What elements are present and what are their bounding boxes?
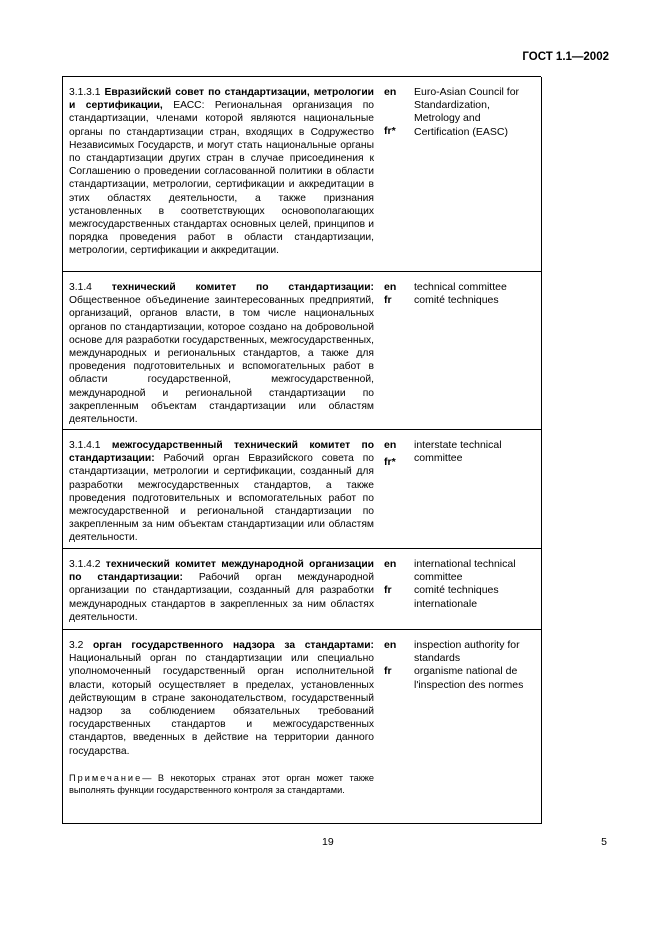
table-row — [63, 430, 541, 549]
lang-code: fr — [384, 665, 392, 678]
lang-code: fr — [384, 584, 392, 597]
equivalent-en: international technical committee — [414, 558, 516, 584]
term-title: Евразийский совет по стандартизации, метрологии и сертификации, — [69, 87, 374, 112]
term-definition — [69, 639, 374, 796]
term-definition — [69, 281, 374, 426]
term-text: Общественное объединение заинтересованных предприятий, организаций, органов власти, в том числе национальных органов по стандартизации, которое создано на добровольной основе для разработки государственных, межгосударственных, международных и региональных стандартов, а также для проведения подготовительных и вспомогательных работ в области государственной, межгосударственной, международной и региональной стандартизации по закрепленным объектам стандартизации или областям деятельности. — [69, 295, 374, 426]
term-number: 3.1.4 — [69, 282, 92, 293]
term-text: Рабочий орган Евразийского совета по стандартизации, метрологии и сертификации, созданный для разработки межгосударственных стандартов, а также проведения подготовительных и вспомогательных работ по межгосударственной и региональной стандартизации по закрепленным за ним объектам стандартизации или областям деятельности. — [69, 453, 374, 544]
foreign-equivalents — [414, 639, 536, 692]
equivalent-en: technical committee — [414, 281, 507, 293]
language-codes — [384, 558, 406, 597]
term-text: ЕАСС: Региональная организация по стандартизации, членами которой являются национальные органы по стандартизации стран, входящих в Содружество Независимых Государств, и могут стать национальные органы по стандартизации других стран в случае присоединения к Соглашению о проведении согласованной политики в области стандартизации, метрологии, сертификации и аккредитации в этих областях деятельности, а также признания установленных в соответствующих основополагающих межгосударственных стандартах основных целей, принципов и порядка проведения работ в области стандартизации, метрологии, сертификации и аккредитации. — [69, 100, 374, 257]
lang-code: en — [384, 558, 397, 570]
lang-code: en — [384, 439, 397, 451]
term-title: орган государственного надзора за стандартами: — [92, 640, 374, 651]
table-row — [63, 630, 541, 824]
lang-code: fr* — [384, 125, 396, 138]
term-title: технический комитет международной организации по стандартизации: — [69, 559, 374, 584]
equivalent-fr: organisme national de l'inspection des normes — [414, 665, 524, 691]
term-number: 3.1.4.1 — [69, 440, 101, 451]
table-row — [63, 549, 541, 630]
term-text: Рабочий орган международной организации по стандартизации, созданный для разработки международных стандартов в закрепленных за ним областях деятельности. — [69, 572, 374, 623]
foreign-equivalents — [414, 281, 536, 307]
equivalent-en: inspection authority for standards — [414, 639, 520, 665]
foreign-equivalents — [414, 558, 536, 611]
language-codes — [384, 639, 406, 678]
language-codes — [384, 281, 406, 307]
lang-code: fr — [384, 294, 392, 307]
table-row — [63, 272, 541, 430]
term-title: межгосударственный технический комитет по стандартизации: — [69, 440, 374, 465]
term-text: Национальный орган по стандартизации или специально уполномоченный государственный орган исполнительной власти, который осуществляет в пределах, установленных действующим в стране законодательством, государственный надзор за соблюдением обязательных требований государственных стандартов и межгосударственных стандартов, введенных в действие на территории данного государства. — [69, 653, 374, 757]
lang-code: fr* — [384, 456, 396, 469]
term-definition — [69, 558, 374, 624]
lang-code: en — [384, 86, 397, 98]
equivalent-en: Euro-Asian Council for Standardization, Metrology and Certification (EASC) — [414, 86, 520, 138]
table-row — [63, 77, 541, 272]
language-codes — [384, 439, 406, 469]
note-label: Примечание — [69, 772, 143, 783]
term-number: 3.1.4.2 — [69, 559, 101, 570]
equivalent-fr: comité techniques internationale — [414, 584, 499, 610]
foreign-equivalents — [414, 439, 536, 465]
term-number: 3.1.3.1 — [69, 87, 101, 98]
equivalent-fr: comité techniques — [414, 294, 499, 307]
document-code: ГОСТ 1.1—2002 — [522, 51, 609, 63]
lang-code: en — [384, 281, 397, 293]
foreign-equivalents — [414, 86, 536, 139]
language-codes — [384, 86, 406, 138]
sheet-number: 5 — [601, 836, 607, 848]
note — [69, 772, 374, 796]
equivalent-en: interstate technical committee — [414, 439, 502, 465]
term-title: технический комитет по стандартизации: — [111, 282, 374, 293]
lang-code: en — [384, 639, 397, 651]
term-definition — [69, 439, 374, 545]
terms-table — [62, 76, 541, 824]
note-text: — В некоторых странах этот орган может также выполнять функции государственного контроля за стандартами. — [69, 772, 374, 795]
term-number: 3.2 — [69, 640, 84, 651]
term-definition — [69, 86, 374, 258]
page-number: 19 — [322, 836, 334, 848]
